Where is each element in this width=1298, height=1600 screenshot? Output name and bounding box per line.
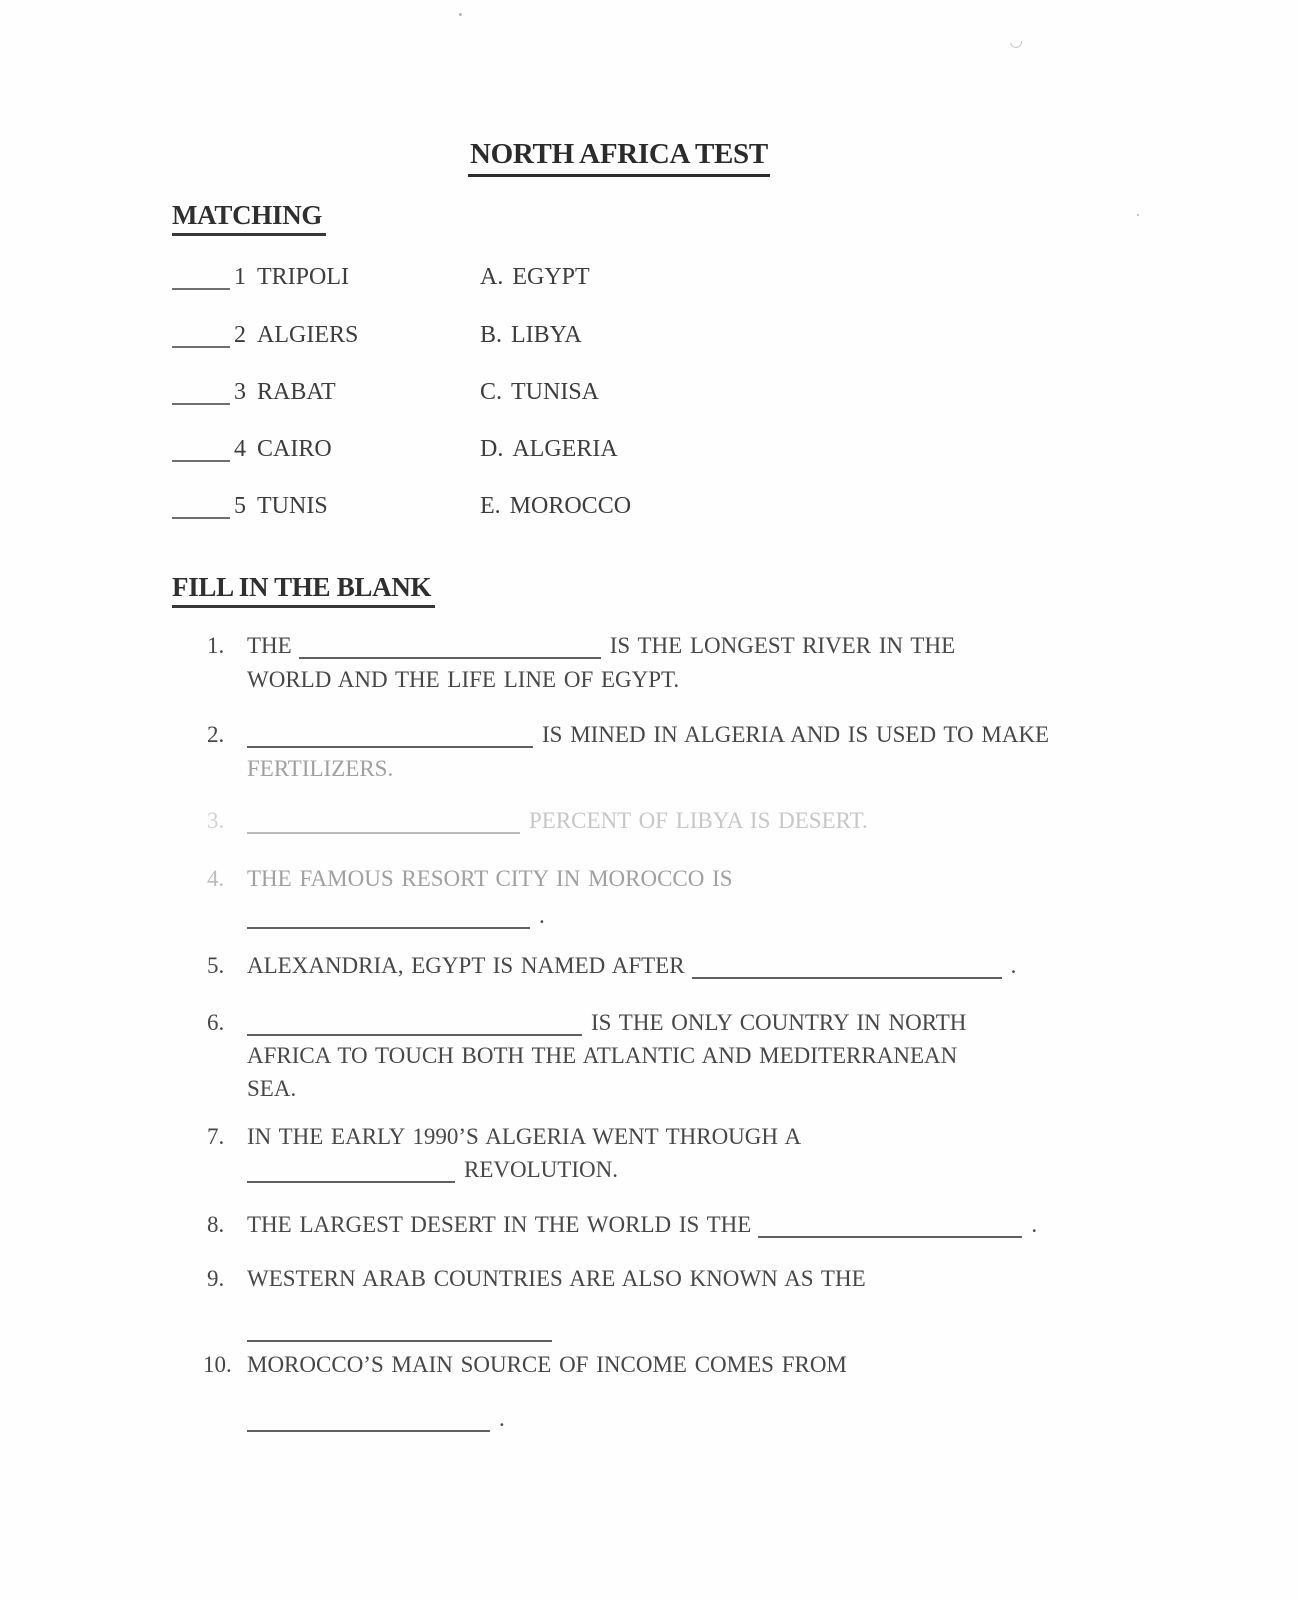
option-text: EGYPT: [512, 264, 590, 290]
question-9: [207, 1266, 866, 1292]
question-8: [207, 1212, 1037, 1238]
option-text: LIBYA: [511, 322, 582, 348]
question-text: IS MINED IN ALGERIA AND IS USED TO MAKE: [542, 722, 1050, 747]
question-7-line-2: [247, 1157, 618, 1183]
question-10: [203, 1352, 847, 1378]
question-text: .: [1010, 953, 1017, 978]
question-number: 7.: [207, 1124, 225, 1149]
answer-blank-q2[interactable]: [247, 722, 533, 748]
question-text: FERTILIZERS.: [247, 756, 394, 781]
answer-blank-q4[interactable]: [247, 903, 530, 929]
question-text: THE LARGEST DESERT IN THE WORLD IS THE: [247, 1212, 752, 1237]
question-text: SEA.: [247, 1076, 297, 1101]
matching-term: ALGIERS: [257, 322, 359, 348]
matching-term: CAIRO: [257, 436, 332, 462]
question-1: [207, 633, 955, 659]
matching-row-1: [172, 264, 349, 291]
matching-number: 2: [234, 322, 246, 348]
question-text: WORLD AND THE LIFE LINE OF EGYPT.: [247, 667, 680, 692]
question-text: .: [539, 903, 545, 928]
question-text: .: [1031, 1212, 1038, 1237]
question-number: 3.: [207, 808, 225, 833]
question-number: 4.: [207, 866, 225, 891]
question-text: IS THE ONLY COUNTRY IN NORTH: [591, 1010, 967, 1035]
matching-number: 5: [234, 493, 246, 519]
answer-blank-q3[interactable]: [247, 808, 520, 834]
matching-option-d: [480, 436, 618, 463]
answer-blank-q10[interactable]: [247, 1406, 490, 1432]
question-6: [207, 1010, 966, 1036]
matching-term: TRIPOLI: [257, 264, 349, 290]
answer-blank-q1[interactable]: [299, 633, 601, 659]
scan-artifact-dot: [459, 13, 462, 16]
answer-blank-q5[interactable]: [692, 953, 1002, 979]
question-text: WESTERN ARAB COUNTRIES ARE ALSO KNOWN AS THE: [247, 1266, 866, 1291]
question-6-line-3: [247, 1076, 296, 1102]
question-number: 8.: [207, 1212, 225, 1237]
question-2: [207, 722, 1049, 748]
matching-option-e: [480, 493, 631, 520]
fill-in-the-blank-heading: FILL IN THE BLANK: [172, 572, 435, 608]
question-text: IS THE LONGEST RIVER IN THE: [609, 633, 956, 658]
question-number: 5.: [207, 953, 225, 978]
page-title: NORTH AFRICA TEST: [468, 138, 770, 177]
answer-blank-q9[interactable]: [247, 1316, 552, 1342]
matching-number: 3: [234, 379, 246, 405]
option-letter: C.: [480, 379, 503, 405]
question-5: [207, 953, 1016, 979]
option-text: ALGERIA: [512, 436, 618, 462]
answer-blank-q6[interactable]: [247, 1010, 582, 1036]
matching-answer-blank-2[interactable]: [172, 322, 230, 348]
scan-artifact-dot: [1137, 214, 1139, 216]
matching-number: 1: [234, 264, 246, 290]
question-text: THE FAMOUS RESORT CITY IN MOROCCO IS: [247, 866, 733, 891]
question-6-line-2: [247, 1043, 957, 1069]
question-text: ALEXANDRIA, EGYPT IS NAMED AFTER: [247, 953, 685, 978]
question-number: 1.: [207, 633, 225, 658]
question-10-line-2: [247, 1406, 505, 1432]
question-text: MOROCCO’S MAIN SOURCE OF INCOME COMES FROM: [247, 1352, 847, 1377]
question-2-line-2: [247, 756, 393, 782]
question-text: THE: [247, 633, 292, 658]
option-letter: D.: [480, 436, 504, 462]
matching-row-5: [172, 493, 328, 520]
matching-term: RABAT: [257, 379, 336, 405]
matching-option-c: [480, 379, 599, 406]
matching-option-a: [480, 264, 590, 291]
answer-blank-q8[interactable]: [758, 1212, 1022, 1238]
question-4: [207, 866, 733, 892]
matching-row-2: [172, 322, 358, 349]
question-text: REVOLUTION.: [464, 1157, 618, 1182]
question-text: AFRICA TO TOUCH BOTH THE ATLANTIC AND MEDITERRANEAN: [247, 1043, 958, 1068]
matching-answer-blank-1[interactable]: [172, 264, 230, 290]
matching-answer-blank-5[interactable]: [172, 493, 230, 519]
option-text: MOROCCO: [509, 493, 632, 519]
matching-row-3: [172, 379, 336, 406]
question-3: [207, 808, 868, 834]
question-number: 6.: [207, 1010, 225, 1035]
option-text: TUNISA: [511, 379, 600, 405]
question-text: .: [499, 1406, 505, 1431]
question-text: PERCENT OF LIBYA IS DESERT.: [529, 808, 868, 833]
matching-number: 4: [234, 436, 246, 462]
option-letter: B.: [480, 322, 503, 348]
matching-row-4: [172, 436, 332, 463]
question-number: 10.: [203, 1352, 232, 1377]
question-1-line-2: [247, 667, 679, 693]
matching-option-b: [480, 322, 582, 349]
matching-answer-blank-4[interactable]: [172, 436, 230, 462]
question-text: IN THE EARLY 1990’S ALGERIA WENT THROUGH A: [247, 1124, 802, 1149]
scan-artifact-mark: [1008, 34, 1025, 51]
question-4-line-2: [247, 903, 545, 929]
matching-answer-blank-3[interactable]: [172, 379, 230, 405]
question-number: 9.: [207, 1266, 225, 1291]
matching-term: TUNIS: [257, 493, 328, 519]
option-letter: A.: [480, 264, 504, 290]
answer-blank-q7[interactable]: [247, 1157, 455, 1183]
option-letter: E.: [480, 493, 501, 519]
question-7: [207, 1124, 801, 1150]
question-9-line-2: [247, 1316, 561, 1342]
question-number: 2.: [207, 722, 225, 747]
matching-heading: MATCHING: [172, 200, 326, 236]
